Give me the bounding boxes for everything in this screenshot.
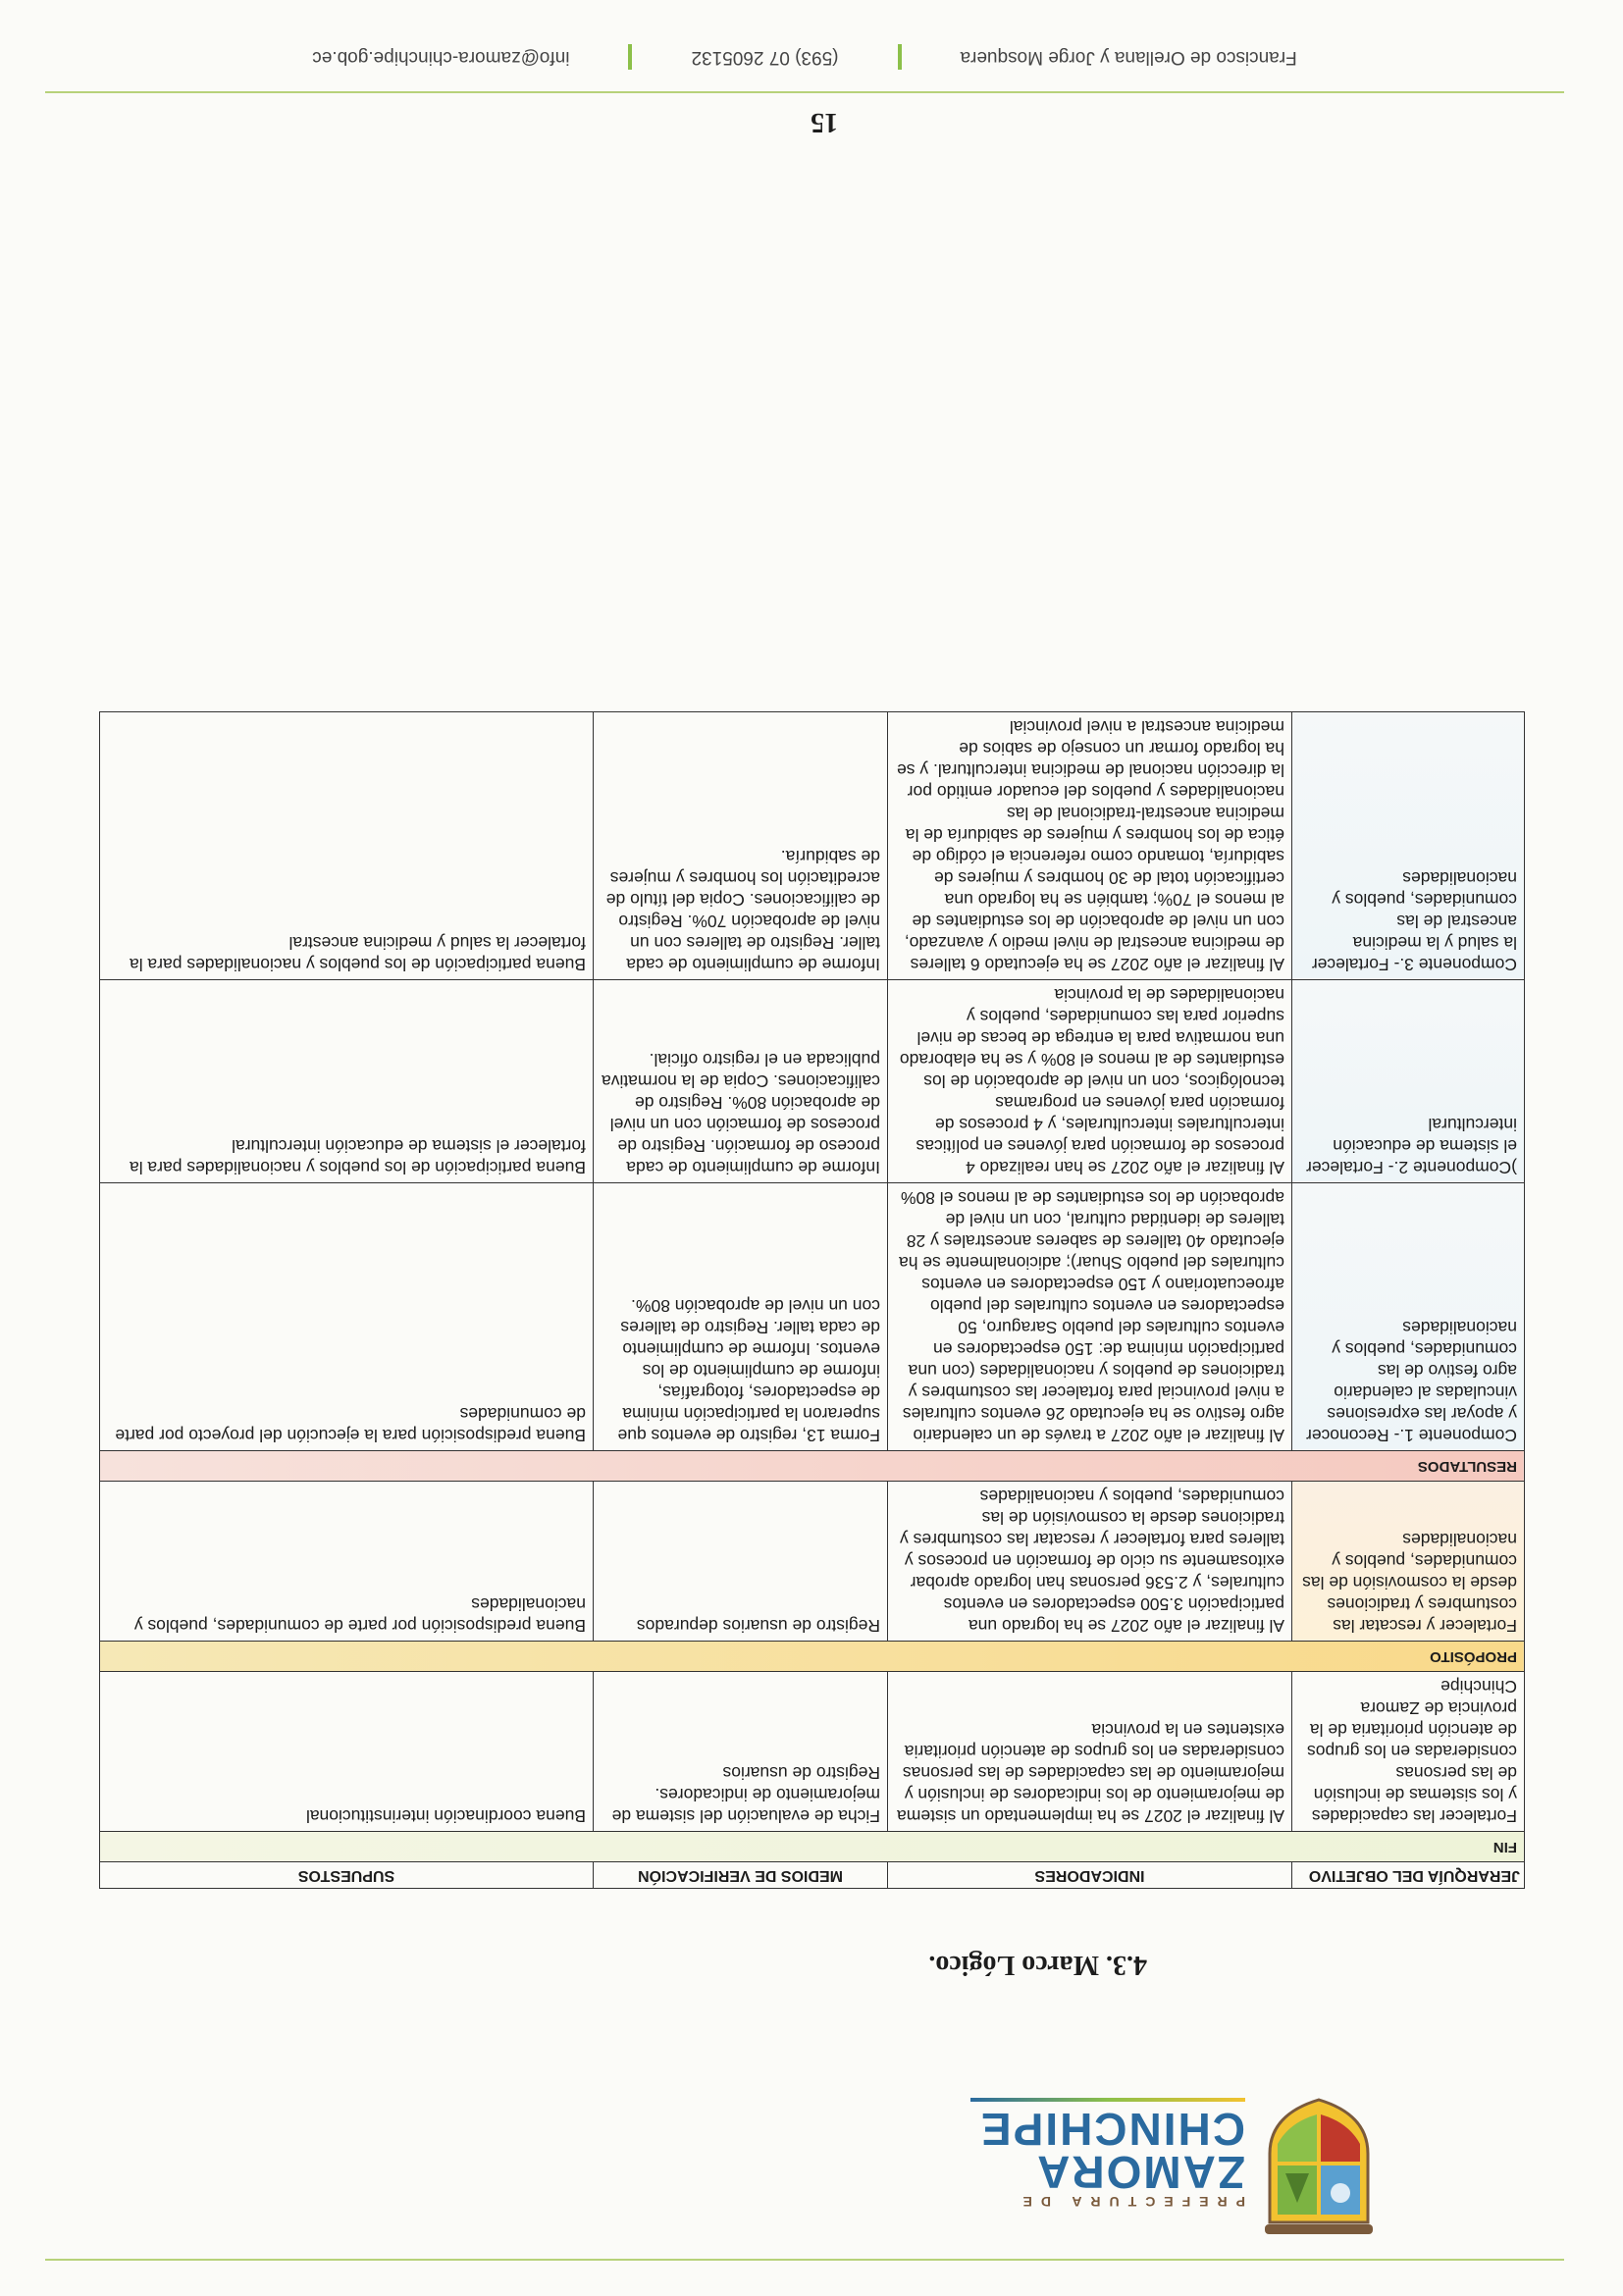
fin-indicator: Al finalizar el 2027 se ha implementado un sistema de mejoramiento de los indicadores de inclusión y mejoramiento de las capacidades de las personas consideradas en los grupos de atención prioritaria existentes en la provincia: [888, 1672, 1292, 1832]
component1-assumption: Buena predisposición para la ejecución del proyecto por parte de comunidades: [100, 1183, 594, 1451]
proposito-objective: Fortalecer y rescatar las costumbres y tradiciones desde la cosmovisión de las comunidades, pueblos y nacionalidades: [1292, 1482, 1525, 1642]
header-assumptions: SUPUESTOS: [100, 1862, 594, 1889]
component1-verification: Forma 13, registro de eventos que superaron la participación mínima de espectadores, fotografías, informe de cumplimiento de los eventos. Informe de cumplimiento de cada taller. Registro de talleres con un nivel de aprobación 80%.: [594, 1183, 888, 1451]
header-rule: [45, 2259, 1564, 2261]
footer-separator: [898, 44, 902, 70]
brand-color-bar: [970, 2098, 1245, 2102]
fin-assumption: Buena coordinación interinstitucional: [100, 1672, 594, 1832]
band-resultados-label: RESULTADOS: [100, 1451, 1525, 1482]
fin-objective: Fortalecer las capacidades y los sistemas de inclusión de las personas consideradas en los grupos de atención prioritaria de la provincia de Zamora Chinchipe: [1292, 1672, 1525, 1832]
table-row: [100, 1672, 1525, 1832]
band-proposito: [100, 1642, 1525, 1672]
component1-indicator: Al finalizar el año 2027 a través de un calendario agro festivo se ha ejecutado 26 eventos culturales a nivel provincial para fortalecer las costumbres y tradiciones de pueblos y nacionalidades (con una participación mínima de: 150 espectadores en eventos culturales del pueblo Saraguro, 50 espectadores en eventos culturales del pueblo afroecuatoriano y 150 espectadores en eventos culturales del pueblo Shuar); adicionalmente se ha ejecutado 40 talleres de saberes ancestrales y 28 talleres de identidad cultural, con un nivel de aprobación de los estudiantes de al menos el 80%: [888, 1183, 1292, 1451]
table-row: [100, 712, 1525, 980]
footer-phone: (593) 07 2605132: [691, 47, 839, 68]
footer-email: info@zamora-chinchipe.gob.ec: [312, 47, 570, 68]
footer-separator: [629, 44, 633, 70]
proposito-assumption: Buena predisposición por parte de comunidades, pueblos y nacionalidades: [100, 1482, 594, 1642]
component3-indicator: Al finalizar el año 2027 se ha ejecutado 6 talleres de medicina ancestral de nivel medio y avanzado, con un nivel de aprobación de los estudiantes de al menos el 70%; también se ha logrado una certificación total de 30 hombres y mujeres de sabiduría, tomando como referencia el código de ética de los hombres y mujeres de sabiduría de la medicina ancestral-tradicional de las nacionalidades y pueblos del ecuador emitido por la dirección nacional de medicina intercultural. y se ha logrado formar un consejo de sabios de medicina ancestral a nivel provincial: [888, 712, 1292, 980]
component2-indicator: Al finalizar el año 2027 se han realizado 4 procesos de formación para jóvenes en políticas interculturales interculturales, y 4 procesos de formación para jóvenes en programas tecnológicos, con un nivel de aprobación de los estudiantes de al menos el 80% y se ha elaborado una normativa para la entrega de becas de nivel superior para las comunidades, pueblos y nacionalidades de la provincia: [888, 980, 1292, 1183]
footer-rule: [45, 91, 1564, 93]
component3-objective: Componente 3.- Fortalecer la salud y la medicina ancestral de las comunidades, pueblos y nacionalidades: [1292, 712, 1525, 980]
brand-prefix: PREFECTURA DE: [1014, 2194, 1245, 2210]
provincial-coat-of-arms-icon: [1260, 2095, 1378, 2242]
component1-objective: Componente 1.- Reconocer y apoyar las expresiones vinculadas al calendario agro festivo de las comunidades, pueblos y nacionalidades: [1292, 1183, 1525, 1451]
component3-assumption: Buena participación de los pueblos y nacionalidades para la fortalecer la salud y medicina ancestral: [100, 712, 594, 980]
table-header-row: [100, 1862, 1525, 1889]
component2-assumption: Buena participación de los pueblos y nacionalidades para la fortalecer el sistema de educación intercultural: [100, 980, 594, 1183]
header-verification: MEDIOS DE VERIFICACIÓN: [594, 1862, 888, 1889]
logical-framework-table: [99, 711, 1525, 1889]
proposito-indicator: Al finalizar el año 2027 se ha logrado una participación 3.500 espectadores en eventos culturales, y 2.536 personas han logrado aprobar exitosamente su ciclo de formación en procesos y talleres para fortalecer y rescatar las costumbres y tradiciones desde la cosmovisión de las comunidades, pueblos y nacionalidades: [888, 1482, 1292, 1642]
band-proposito-label: PROPÓSITO: [100, 1642, 1525, 1672]
band-resultados: [100, 1451, 1525, 1482]
component2-objective: )Componente 2.- Fortalecer el sistema de educación intercultural: [1292, 980, 1525, 1183]
component2-verification: Informe de cumplimiento de cada proceso de formación. Registro de procesos de formación con un nivel de aprobación 80%. Registro de calificaciones. Copia de la normativa publicada en el registro oficial.: [594, 980, 888, 1183]
component3-verification: Informe de cumplimiento de cada taller. Registro de talleres con un nivel de aprobación 70%. Registro de calificaciones. Copia del título de acreditación los hombres y mujeres de sabiduría.: [594, 712, 888, 980]
band-fin: [100, 1832, 1525, 1862]
header-indicators: INDICADORES: [888, 1862, 1292, 1889]
page-number: 15: [811, 107, 838, 137]
table-row: [100, 1482, 1525, 1642]
band-fin-label: FIN: [100, 1832, 1525, 1862]
table-row: [100, 1183, 1525, 1451]
table-row: [100, 980, 1525, 1183]
brand-wordmark: [921, 2098, 1245, 2210]
proposito-verification: Registro de usuarios depurados: [594, 1482, 888, 1642]
footer-address: Francisco de Orellana y Jorge Mosquera: [960, 47, 1297, 68]
brand-line1: ZAMORA: [1035, 2147, 1245, 2198]
brand-line2: CHINCHIPE: [978, 2104, 1245, 2155]
footer-contact: [45, 37, 1564, 77]
section-title: 4.3. Marco Lógico.: [928, 1950, 1147, 1980]
fin-verification: Ficha de evaluación del sistema de mejoramiento de indicadores. Registro de usuarios: [594, 1672, 888, 1832]
header-objective: JERARQUÍA DEL OBJETIVO: [1292, 1862, 1525, 1889]
